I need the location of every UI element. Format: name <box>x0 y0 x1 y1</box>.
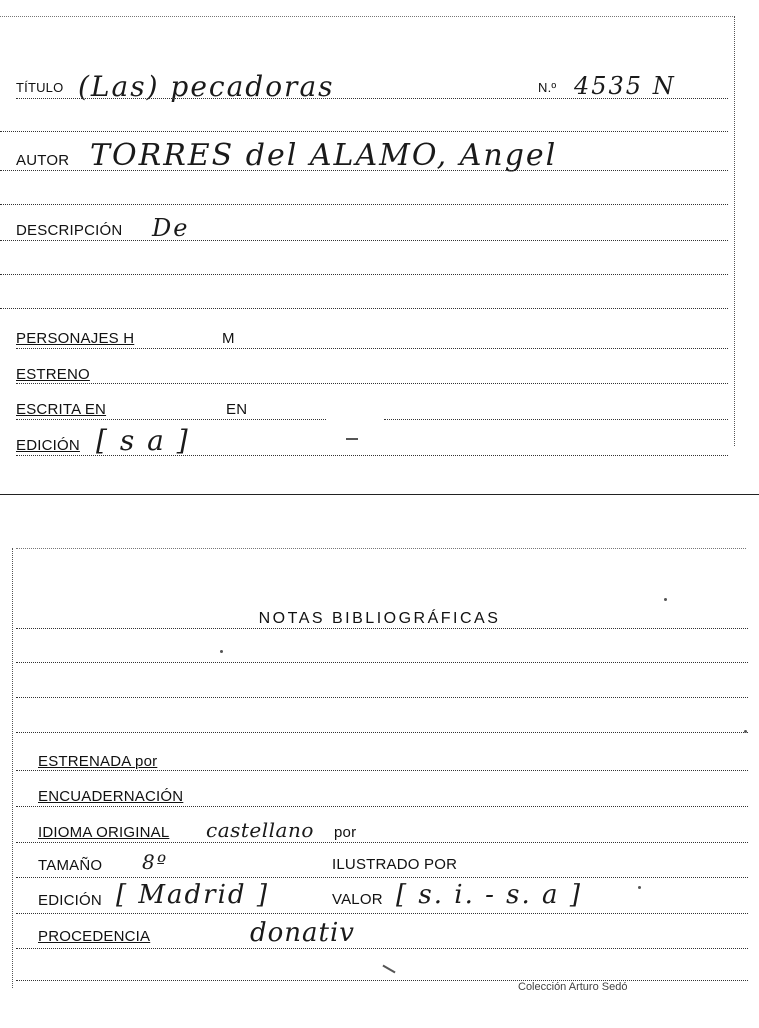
titulo-value: (Las) pecadoras <box>78 70 335 103</box>
tamano-label: TAMAÑO <box>38 857 103 874</box>
idioma-line <box>16 842 748 843</box>
descripcion-line <box>0 240 728 241</box>
valor-value: [ s. i. - s. a ] <box>396 880 582 910</box>
blank-line <box>0 204 728 205</box>
personajes-line <box>16 348 728 349</box>
notas-title: NOTAS BIBLIOGRÁFICAS <box>258 610 501 627</box>
tamano-line <box>16 877 748 878</box>
ink-speck <box>744 730 747 733</box>
blank-line <box>16 697 748 698</box>
edicion-value: [ s a ] <box>96 424 190 457</box>
escrita-en-line <box>384 419 728 420</box>
escrita-line <box>16 419 326 420</box>
edicion-value: [ Madrid ] <box>116 880 269 910</box>
edicion-line <box>16 913 748 914</box>
personajes-label: PERSONAJES H <box>16 330 135 347</box>
edicion-label: EDICIÓN <box>16 437 80 454</box>
numero-value: 4535 N <box>574 72 676 100</box>
titulo-line <box>16 98 728 99</box>
estreno-line <box>16 383 728 384</box>
blank-line <box>0 308 728 309</box>
descripcion-value: De <box>152 214 190 242</box>
idioma-label: IDIOMA ORIGINAL <box>38 824 170 841</box>
catalog-card-main <box>0 0 759 495</box>
ink-speck <box>638 886 641 889</box>
blank-line <box>16 662 748 663</box>
card-top-edge <box>0 16 735 17</box>
card-top-edge <box>16 548 746 549</box>
descripcion-label: DESCRIPCIÓN <box>16 222 123 239</box>
ink-speck <box>220 650 223 653</box>
blank-line <box>0 274 728 275</box>
escrita-label: ESCRITA EN <box>16 401 107 418</box>
catalog-card-notes <box>0 544 759 1028</box>
procedencia-value: donativ <box>250 918 355 948</box>
blank-line <box>0 131 728 132</box>
ink-speck <box>664 598 667 601</box>
collection-footer: Colección Arturo Sedó <box>518 981 628 993</box>
autor-value: TORRES del ALAMO, Angel <box>90 138 558 173</box>
idioma-value: castellano <box>206 818 314 842</box>
tamano-value: 8º <box>142 850 169 874</box>
valor-label: VALOR <box>332 891 383 908</box>
escrita-en-label: EN <box>226 401 248 418</box>
encuadernacion-label: ENCUADERNACIÓN <box>38 788 184 805</box>
procedencia-label: PROCEDENCIA <box>38 928 151 945</box>
card-right-edge <box>734 16 735 446</box>
numero-label: N.º <box>538 80 557 95</box>
estreno-label: ESTRENO <box>16 366 90 383</box>
edicion-line <box>16 455 728 456</box>
ink-mark <box>382 965 395 974</box>
autor-label: AUTOR <box>16 152 70 169</box>
idioma-por-label: por <box>334 824 357 841</box>
estrenada-label: ESTRENADA por <box>38 753 158 770</box>
ilustrado-label: ILUSTRADO POR <box>332 856 458 873</box>
estrenada-line <box>16 770 748 771</box>
footer-line <box>16 980 748 981</box>
encuadernacion-line <box>16 806 748 807</box>
personajes-m-label: M <box>222 330 235 347</box>
titulo-label: TÍTULO <box>16 80 64 95</box>
blank-line <box>16 732 748 733</box>
autor-line <box>0 170 728 171</box>
procedencia-line <box>16 948 748 949</box>
edicion-label: EDICIÓN <box>38 892 102 909</box>
ink-mark <box>346 438 358 440</box>
notas-line <box>16 628 748 629</box>
